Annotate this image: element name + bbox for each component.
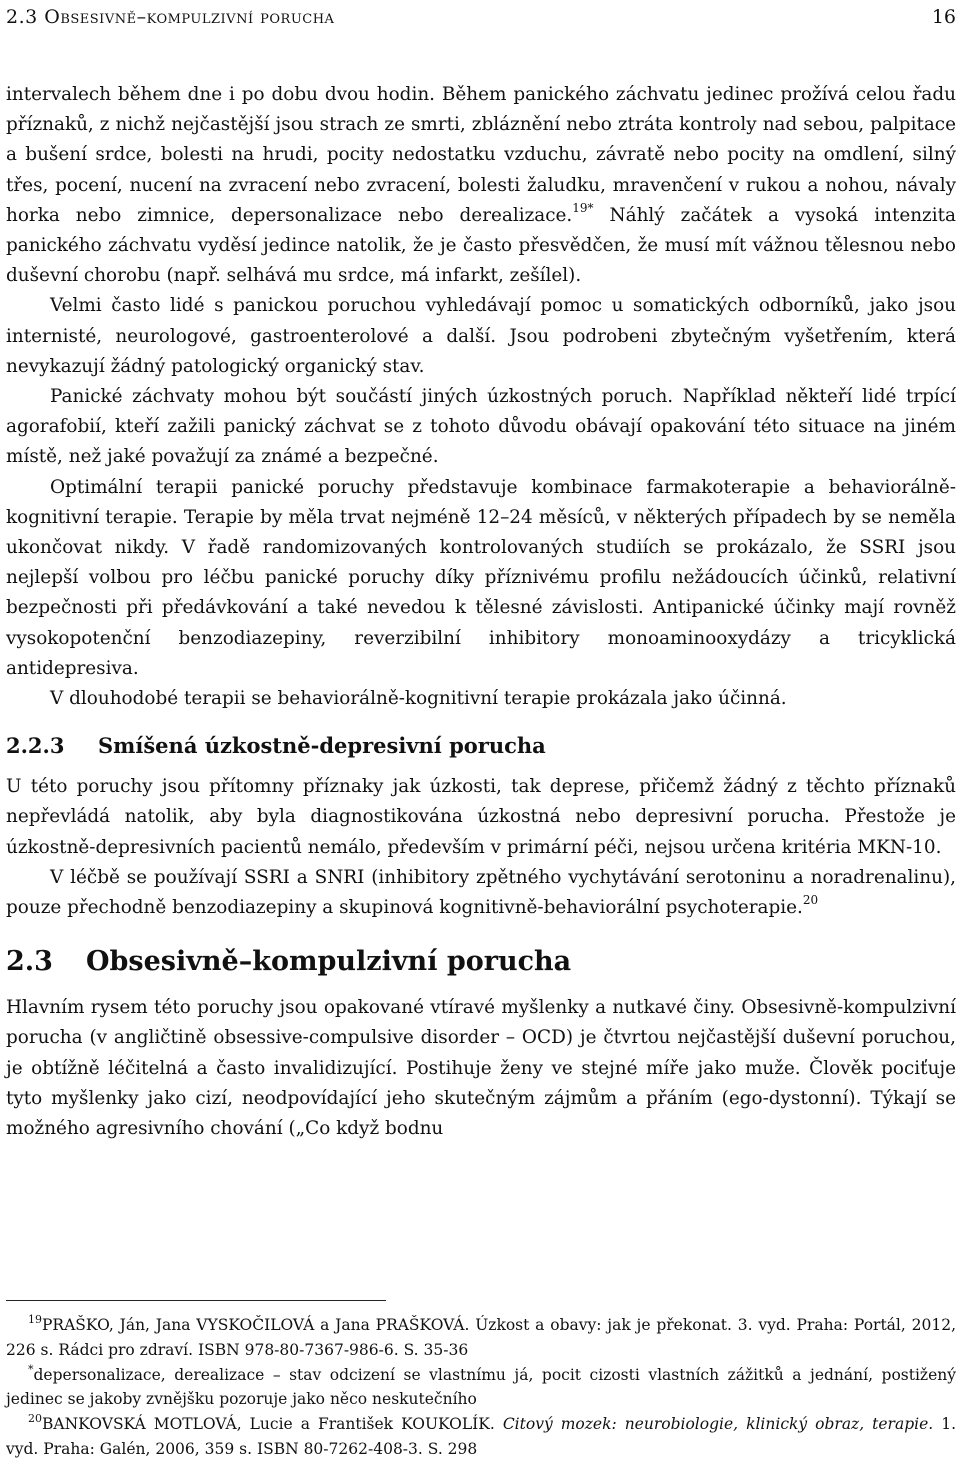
paragraph: V dlouhodobé terapii se behaviorálně-kognitivní terapie prokázala jako účinná.	[50, 688, 787, 710]
footnote-mark: 19	[28, 1313, 42, 1326]
footnote	[6, 1313, 956, 1363]
paragraph	[6, 863, 956, 923]
paragraph: Hlavním rysem této poruchy jsou opakované vtíravé myšlenky a nutkavé činy. Obsesivně-kompulzivní porucha (v angličtině obsessive-compulsive disorder – OCD) je čtvrtou nejčastější duševní poruchou, je obtížně léčitelná a často invalidizující. Postihuje ženy ve stejné míře jako muže. Člověk pociťuje tyto myšlenky jako cizí, neodpovídající jeho skutečným zájmům a přáním (ego-dystonní). Týkají se možného agresivního chování („Co když bodnu	[6, 997, 956, 1140]
footnote-mark: 20	[28, 1412, 42, 1426]
footnote	[6, 1412, 956, 1462]
paragraph: Velmi často lidé s panickou poruchou vyhledávají pomoc u somatických odborníků, jako jsou internisté, neurologové, gastroenterolové a další. Jsou podrobeni zbytečným vyšetřením, která nevykazují žádný patologický organický stav.	[6, 295, 956, 377]
main-text	[6, 80, 956, 1144]
footnote-text: PRAŠKO, Ján, Jana VYSKOČILOVÁ a Jana PRAŠKOVÁ. Úzkost a obavy: jak je překonat. 3. vyd. Praha: Portál, 2012, 226 s. Rádci pro zdraví. ISBN 978-80-7367-986-6. S. 35-36	[6, 1316, 956, 1359]
subsection-title: Smíšená úzkostně-depresivní porucha	[98, 733, 546, 759]
subsection-heading	[6, 731, 956, 761]
paragraph	[6, 80, 956, 291]
footnote	[6, 1363, 956, 1413]
footnote-mark: *	[28, 1362, 34, 1376]
section-heading	[6, 944, 956, 980]
paragraph: Optimální terapii panické poruchy představuje kombinace farmakoterapie a behaviorálně-kognitivní terapie. Terapie by měla trvat nejméně 12–24 měsíců, v některých případech by se neměla ukončovat nikdy. V řadě randomizovaných kontrolovaných studiích se prokázalo, že SSRI jsou nejlepší volbou pro léčbu panické poruchy díky příznivému profilu nežádoucích účinků, relativní bezpečnosti při předávkování a také nevedou k tělesné závislosti. Antipanické účinky mají rovněž vysokopotenční benzodiazepiny, reverzibilní inhibitory monoaminooxydázy a tricyklická antidepresiva.	[6, 476, 956, 679]
footnote-rule	[6, 1300, 386, 1301]
paragraph-text: intervalech během dne i po dobu dvou hodin. Během panického záchvatu jedinec prožívá celou řadu příznaků, z nichž nejčastější jsou strach ze smrti, zbláznění nebo ztráta kontroly nad sebou, palpitace a bušení srdce, bolesti na hrudi, pocity nedostatku vzduchu, závratě nebo pocity na omdlení, silný třes, pocení, nucení na zvracení nebo zvracení, bolesti žaludku, mravenčení v rukou a nohou, návaly horka nebo zimnice, depersonalizace nebo derealizace.	[6, 84, 956, 226]
footnote-reference: 19*	[572, 200, 594, 215]
section-number: 2.3	[6, 946, 53, 978]
paragraph: U této poruchy jsou přítomny příznaky jak úzkosti, tak deprese, přičemž žádný z těchto příznaků nepřevládá natolik, aby byla diagnostikována úzkostná nebo depresivní porucha. Přestože je úzkostně-depresivních pacientů nemálo, především v primární péči, nejsou určena kritéria MKN-10.	[6, 776, 956, 858]
running-header-title: 2.3 Obsesivně–kompulzivní porucha	[6, 6, 335, 28]
subsection-number: 2.2.3	[6, 733, 65, 759]
footnote-text: 1. vyd. Praha: Galén, 2006, 359 s. ISBN 80-7262-408-3. S. 298	[6, 1415, 956, 1458]
running-header	[6, 6, 956, 32]
page-number: 16	[931, 6, 956, 28]
footnotes	[6, 1300, 956, 1462]
section-title: Obsesivně–kompulzivní porucha	[86, 946, 572, 978]
paragraph: Panické záchvaty mohou být součástí jiných úzkostných poruch. Například někteří lidé trpící agorafobií, kteří zažili panický záchvat se z tohoto důvodu obávají opakování této situace na jiném místě, než jaké považují za známé a bezpečné.	[6, 386, 956, 468]
footnote-reference: 20	[802, 893, 819, 908]
footnote-text: BANKOVSKÁ MOTLOVÁ, Lucie a František KOUKOLÍK.	[42, 1415, 503, 1434]
paragraph-text: V léčbě se používají SSRI a SNRI (inhibitory zpětného vychytávání serotoninu a noradrenalinu), pouze přechodně benzodiazepiny a skupinová kognitivně-behaviorální psychoterapie.	[6, 866, 956, 919]
paragraph-text: Náhlý začátek a vysoká intenzita panického záchvatu vyděsí jedince natolik, že je často přesvědčen, že musí mít vážnou tělesnou nebo duševní chorobu (např. selhává mu srdce, má infarkt, zešílel).	[6, 204, 956, 287]
footnote-book-title: Citový mozek: neurobiologie, klinický obraz, terapie.	[502, 1415, 934, 1434]
footnote-text: depersonalizace, derealizace – stav odcizení se vlastnímu já, pocit cizosti vlastních zážitků a jednání, postižený jedinec se jakoby zvnějšku pozoruje jako něco neskutečního	[6, 1365, 956, 1409]
